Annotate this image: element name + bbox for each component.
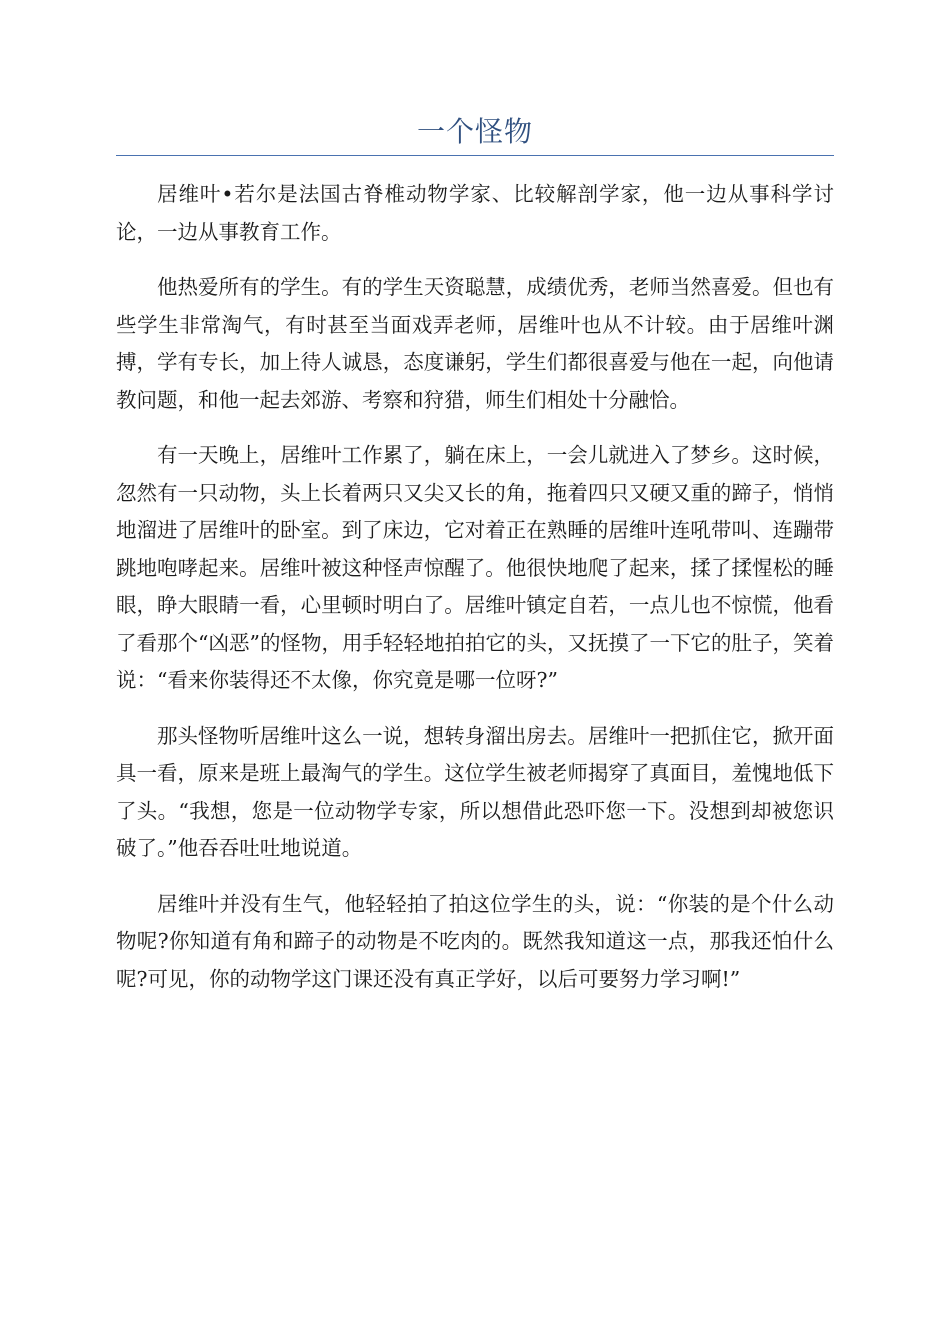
paragraph-4: 那头怪物听居维叶这么一说，想转身溜出房去。居维叶一把抓住它，掀开面具一看，原来是班上最淘气的学生。这位学生被老师揭穿了真面目，羞愧地低下了头。“我想，您是一位动物学专家，所以想借此恐吓您一下。没想到却被您识破了。”他吞吞吐吐地说道。 xyxy=(116,723,834,860)
paragraph-1: 居维叶•若尔是法国古脊椎动物学家、比较解剖学家，他一边从事科学讨论，一边从事教育工作。 xyxy=(116,182,834,244)
page-title: 一个怪物 xyxy=(416,115,533,148)
article-body xyxy=(116,176,834,1016)
title-underline-divider xyxy=(116,155,834,156)
paragraph-2: 他热爱所有的学生。有的学生天资聪慧，成绩优秀，老师当然喜爱。但也有些学生非常淘气，有时甚至当面戏弄老师，居维叶也从不计较。由于居维叶渊搏，学有专长，加上待人诚恳，态度谦躬，学生们都很喜爱与他在一起，向他请教问题，和他一起去郊游、考察和狩猎，师生们相处十分融恰。 xyxy=(116,275,834,412)
paragraph-3: 有一天晚上，居维叶工作累了，躺在床上，一会儿就进入了梦乡。这时候，忽然有一只动物，头上长着两只又尖又长的角，拖着四只又硬又重的蹄子，悄悄地溜进了居维叶的卧室。到了床边，它对着正在熟睡的居维叶连吼带叫、连蹦带跳地咆哮起来。居维叶被这种怪声惊醒了。他很快地爬了起来，揉了揉惺松的睡眼，睁大眼睛一看，心里顿时明白了。居维叶镇定自若，一点儿也不惊慌，他看了看那个“凶恶”的怪物，用手轻轻地拍拍它的头，又抚摸了一下它的肚子，笑着说：“看来你装得还不太像，你究竟是哪一位呀?” xyxy=(116,443,834,692)
paragraph-5: 居维叶并没有生气，他轻轻拍了拍这位学生的头，说：“你装的是个什么动物呢?你知道有角和蹄子的动物是不吃肉的。既然我知道这一点，那我还怕什么呢?可见，你的动物学这门课还没有真正学好，以后可要努力学习啊!” xyxy=(116,891,834,991)
